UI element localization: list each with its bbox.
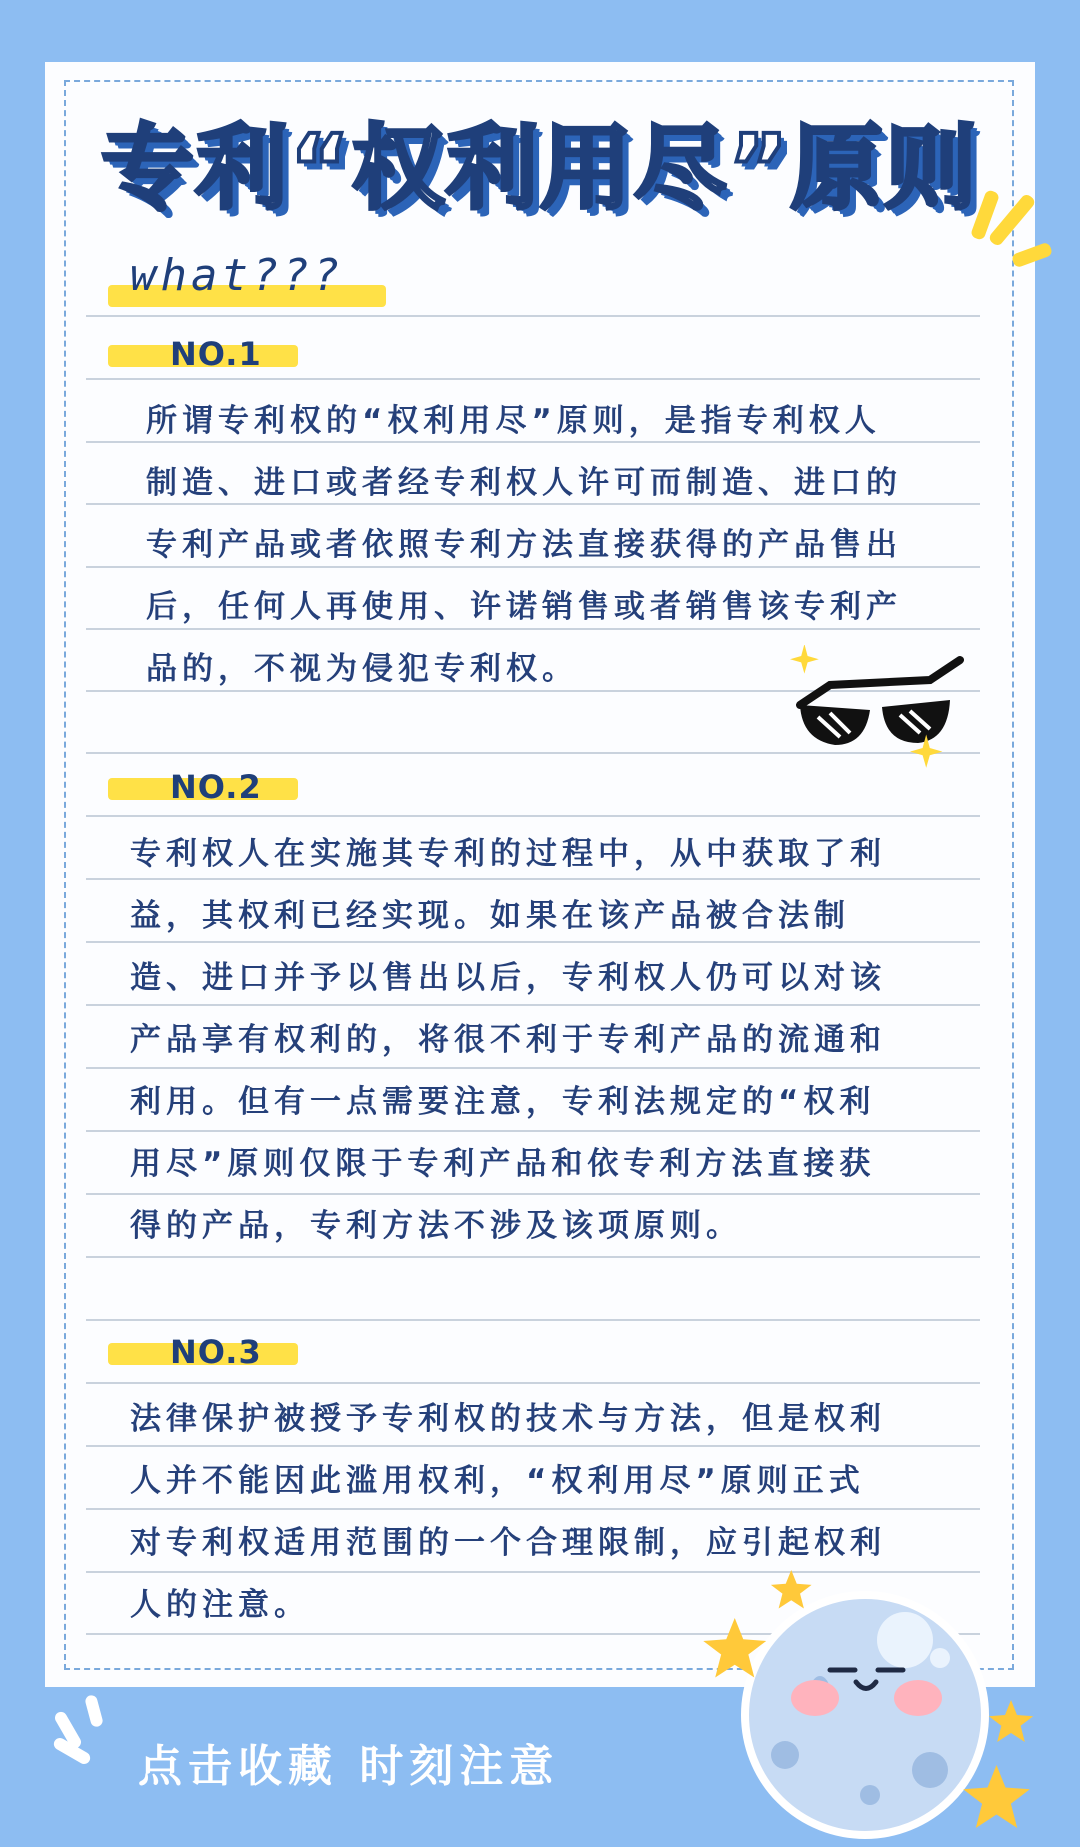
ruled-line [86,815,980,817]
sunglasses-icon [790,645,970,775]
ruled-line [86,378,980,380]
ruled-line [86,1319,980,1321]
section-1-line: 所谓专利权的“权利用尽”原则，是指专利权人 [146,403,881,439]
section-1-line: 品的，不视为侵犯专利权。 [146,651,578,687]
section-3-number: NO.3 [170,1333,262,1371]
section-2-number: NO.2 [170,768,262,806]
what-label: what??? [130,250,344,301]
section-2-line: 利用。但有一点需要注意，专利法规定的“权利 [130,1084,876,1120]
section-2-line: 造、进口并予以售出以后，专利权人仍可以对该 [130,960,886,996]
section-3-line: 人的注意。 [130,1587,310,1623]
section-1-line: 制造、进口或者经专利权人许可而制造、进口的 [146,465,902,501]
page-title: 专利“权利用尽”原则 [101,115,979,222]
section-2-line: 益，其权利已经实现。如果在该产品被合法制 [130,898,850,934]
section-3-line: 法律保护被授予专利权的技术与方法，但是权利 [130,1401,886,1437]
section-3-line: 人并不能因此滥用权利，“权利用尽”原则正式 [130,1463,865,1499]
moon-mascot-icon [690,1560,1080,1847]
section-3-line: 对专利权适用范围的一个合理限制，应引起权利 [130,1525,886,1561]
section-2-line: 用尽”原则仅限于专利产品和依专利方法直接获 [130,1146,876,1182]
ruled-line [86,1382,980,1384]
footer-caption: 点击收藏 时刻注意 [138,1741,560,1792]
section-2-line: 得的产品，专利方法不涉及该项原则。 [130,1208,742,1244]
section-1-number: NO.1 [170,335,262,373]
section-1-text [146,390,902,700]
section-1-line: 后，任何人再使用、许诺销售或者销售该专利产 [146,589,902,625]
section-2-line: 专利权人在实施其专利的过程中，从中获取了利 [130,836,886,872]
section-1-line: 专利产品或者依照专利方法直接获得的产品售出 [146,527,902,563]
ruled-line [86,315,980,317]
section-2-text [130,823,886,1257]
section-2-line: 产品享有权利的，将很不利于专利产品的流通和 [130,1022,886,1058]
